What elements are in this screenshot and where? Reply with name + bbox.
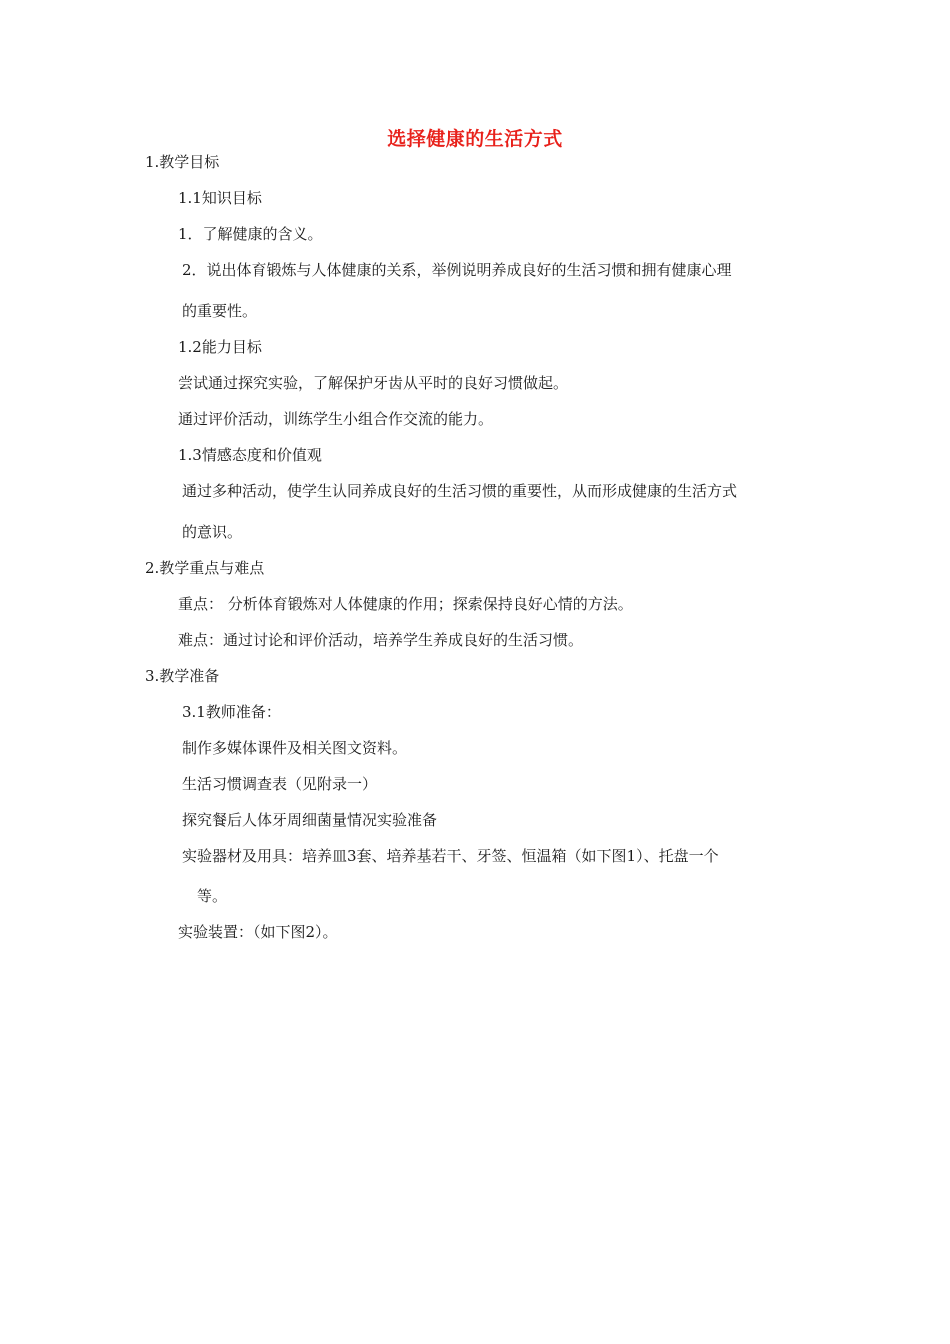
subsection-heading-1-3: 1.3情感态度和价值观 [178,446,322,464]
paragraph-line: 的重要性。 [182,302,258,320]
paragraph-line: 探究餐后人体牙周细菌量情况实验准备 [182,811,438,829]
paragraph-line: 通过评价活动，训练学生小组合作交流的能力。 [178,410,494,428]
paragraph-line: 难点：通过讨论和评价活动，培养学生养成良好的生活习惯。 [178,631,584,649]
paragraph-line: 通过多种活动，使学生认同养成良好的生活习惯的重要性，从而形成健康的生活方式 [182,482,738,500]
paragraph-line: 实验器材及用具：培养皿3套、培养基若干、牙签、恒温箱（如下图1）、托盘一个 [182,847,719,865]
subsection-heading-3-1: 3.1教师准备： [182,703,281,721]
section-heading-2: 2.教学重点与难点 [145,559,265,577]
paragraph-line: 的意识。 [182,523,243,541]
document-title: 选择健康的生活方式 [387,128,563,150]
paragraph-line: 等。 [197,887,228,905]
section-heading-3: 3.教学准备 [145,667,220,685]
section-heading-1: 1.教学目标 [145,153,220,171]
paragraph-line: 实验装置：（如下图2）。 [178,923,338,941]
subsection-heading-1-1: 1.1知识目标 [178,189,262,207]
paragraph-line: 尝试通过探究实验，了解保护牙齿从平时的良好习惯做起。 [178,374,569,392]
paragraph-line: 生活习惯调查表（见附录一） [182,775,378,793]
paragraph-line: 1．了解健康的含义。 [178,225,323,243]
subsection-heading-1-2: 1.2能力目标 [178,338,262,356]
paragraph-line: 重点： 分析体育锻炼对人体健康的作用；探索保持良好心情的方法。 [178,595,633,613]
paragraph-line: 制作多媒体课件及相关图文资料。 [182,739,408,757]
paragraph-line: 2．说出体育锻炼与人体健康的关系，举例说明养成良好的生活习惯和拥有健康心理 [182,261,732,279]
